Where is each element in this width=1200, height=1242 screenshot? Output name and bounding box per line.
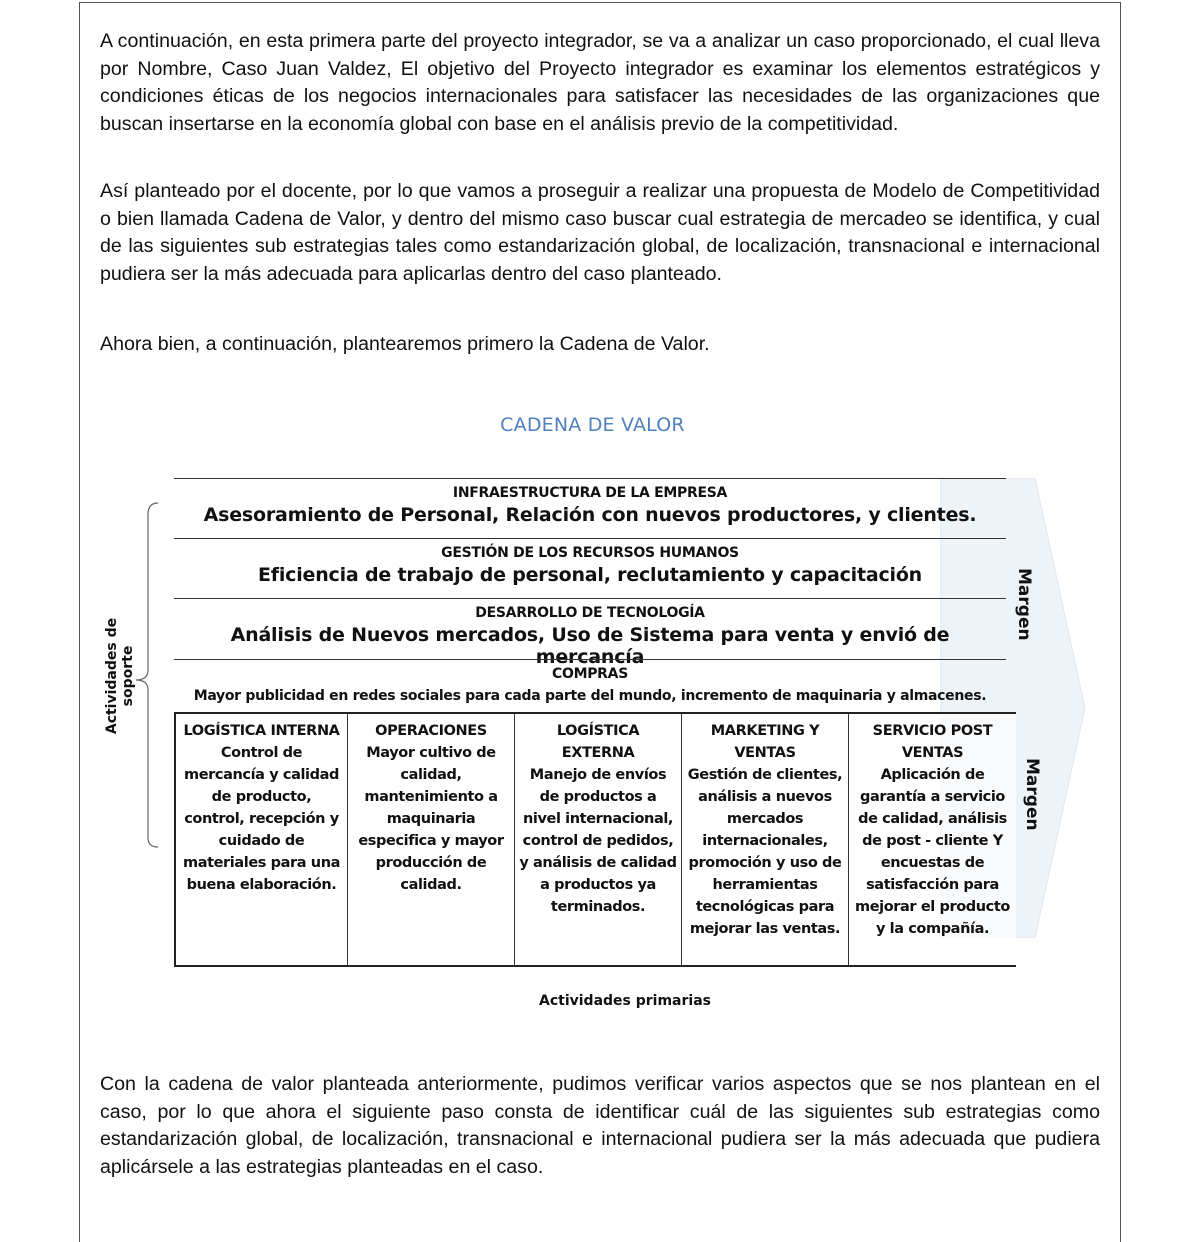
support-body: Asesoramiento de Personal, Relación con nuevos productores, y clientes. (203, 504, 977, 526)
paragraph-transition: Ahora bien, a continuación, plantearemos primero la Cadena de Valor. (100, 333, 710, 355)
primary-outbound-logistics (515, 714, 682, 965)
diagram-title: CADENA DE VALOR (500, 414, 685, 436)
primary-marketing-sales (682, 714, 849, 965)
support-body: Eficiencia de trabajo de personal, reclutamiento y capacitación (257, 564, 923, 586)
primary-header: LOGÍSTICA INTERNA (183, 723, 340, 739)
primary-body: Aplicación de garantía a servicio de calidad, análisis de post - cliente Y encuestas de satisfacción para mejorar el producto y la compañía. (855, 767, 1010, 937)
support-technology (174, 598, 1006, 668)
support-brace (130, 500, 170, 850)
primary-body: Mayor cultivo de calidad, mantenimiento a maquinaria especifica y mayor producción de calidad. (358, 745, 504, 893)
support-header: GESTIÓN DE LOS RECURSOS HUMANOS (441, 545, 739, 561)
support-activities-label: Actividades de soporte (104, 617, 136, 735)
primary-header: SERVICIO POST VENTAS (872, 723, 993, 761)
support-human-resources (174, 538, 1006, 598)
paragraph-proposal: Así planteado por el docente, por lo que vamos a proseguir a realizar una propuesta de Modelo de Competitividad o bien llamada Cadena de Valor, y dentro del mismo caso buscar cual estrategia de mercadeo se identifica, y cual de las siguientes sub estrategias tales como estandarización global, de localización, transnacional e internacional pudiera ser la más adecuada para aplicarlas dentro del caso planteado. (100, 180, 1100, 285)
primary-body: Control de mercancía y calidad de producto, control, recepción y cuidado de materiales para una buena elaboración. (182, 745, 341, 893)
support-header: INFRAESTRUCTURA DE LA EMPRESA (452, 485, 728, 501)
primary-header: LOGÍSTICA EXTERNA (556, 723, 640, 761)
value-chain-diagram (174, 478, 1042, 968)
paragraph-conclusion: Con la cadena de valor planteada anteriormente, pudimos verificar varios aspectos que se nos plantean en el caso, por lo que ahora el siguiente paso consta de identificar cuál de las siguientes sub estrategias como estandarización global, de localización, transnacional e internacional pudiera ser la más adecuada que pudiera aplicársele a las estrategias planteadas en el caso. (100, 1073, 1100, 1178)
margin-label-bottom: Margen (1022, 758, 1042, 831)
primary-inbound-logistics (176, 714, 348, 965)
support-header: COMPRAS (552, 666, 628, 682)
primary-body: Manejo de envíos de productos a nivel internacional, control de pedidos, y análisis de calidad a productos ya terminados. (519, 767, 677, 915)
support-body: Análisis de Nuevos mercados, Uso de Sistema para venta y envió de mercancía (230, 624, 950, 668)
support-infrastructure (174, 478, 1006, 538)
primary-operations (348, 714, 515, 965)
primary-activities (174, 712, 1016, 967)
margin-label-top: Margen (1014, 568, 1034, 641)
primary-header: OPERACIONES (375, 723, 487, 739)
support-purchasing (174, 659, 1006, 712)
primary-body: Gestión de clientes, análisis a nuevos mercados internacionales, promoción y uso de herramientas tecnológicas para mejorar las ventas. (687, 767, 843, 937)
support-header: DESARROLLO DE TECNOLOGÍA (475, 605, 705, 621)
support-body: Mayor publicidad en redes sociales para cada parte del mundo, incremento de maquinaria y almacenes. (193, 688, 987, 704)
primary-activities-label: Actividades primarias (539, 993, 711, 1009)
primary-header: MARKETING Y VENTAS (710, 723, 820, 761)
primary-post-sales-service (849, 714, 1016, 965)
paragraph-intro: A continuación, en esta primera parte del proyecto integrador, se va a analizar un caso proporcionado, el cual lleva por Nombre, Caso Juan Valdez, El objetivo del Proyecto integrador es examinar los elementos estratégicos y condiciones éticas de los negocios internacionales para satisfacer las necesidades de las organizaciones que buscan insertarse en la economía global con base en el análisis previo de la competitividad. (100, 30, 1100, 135)
